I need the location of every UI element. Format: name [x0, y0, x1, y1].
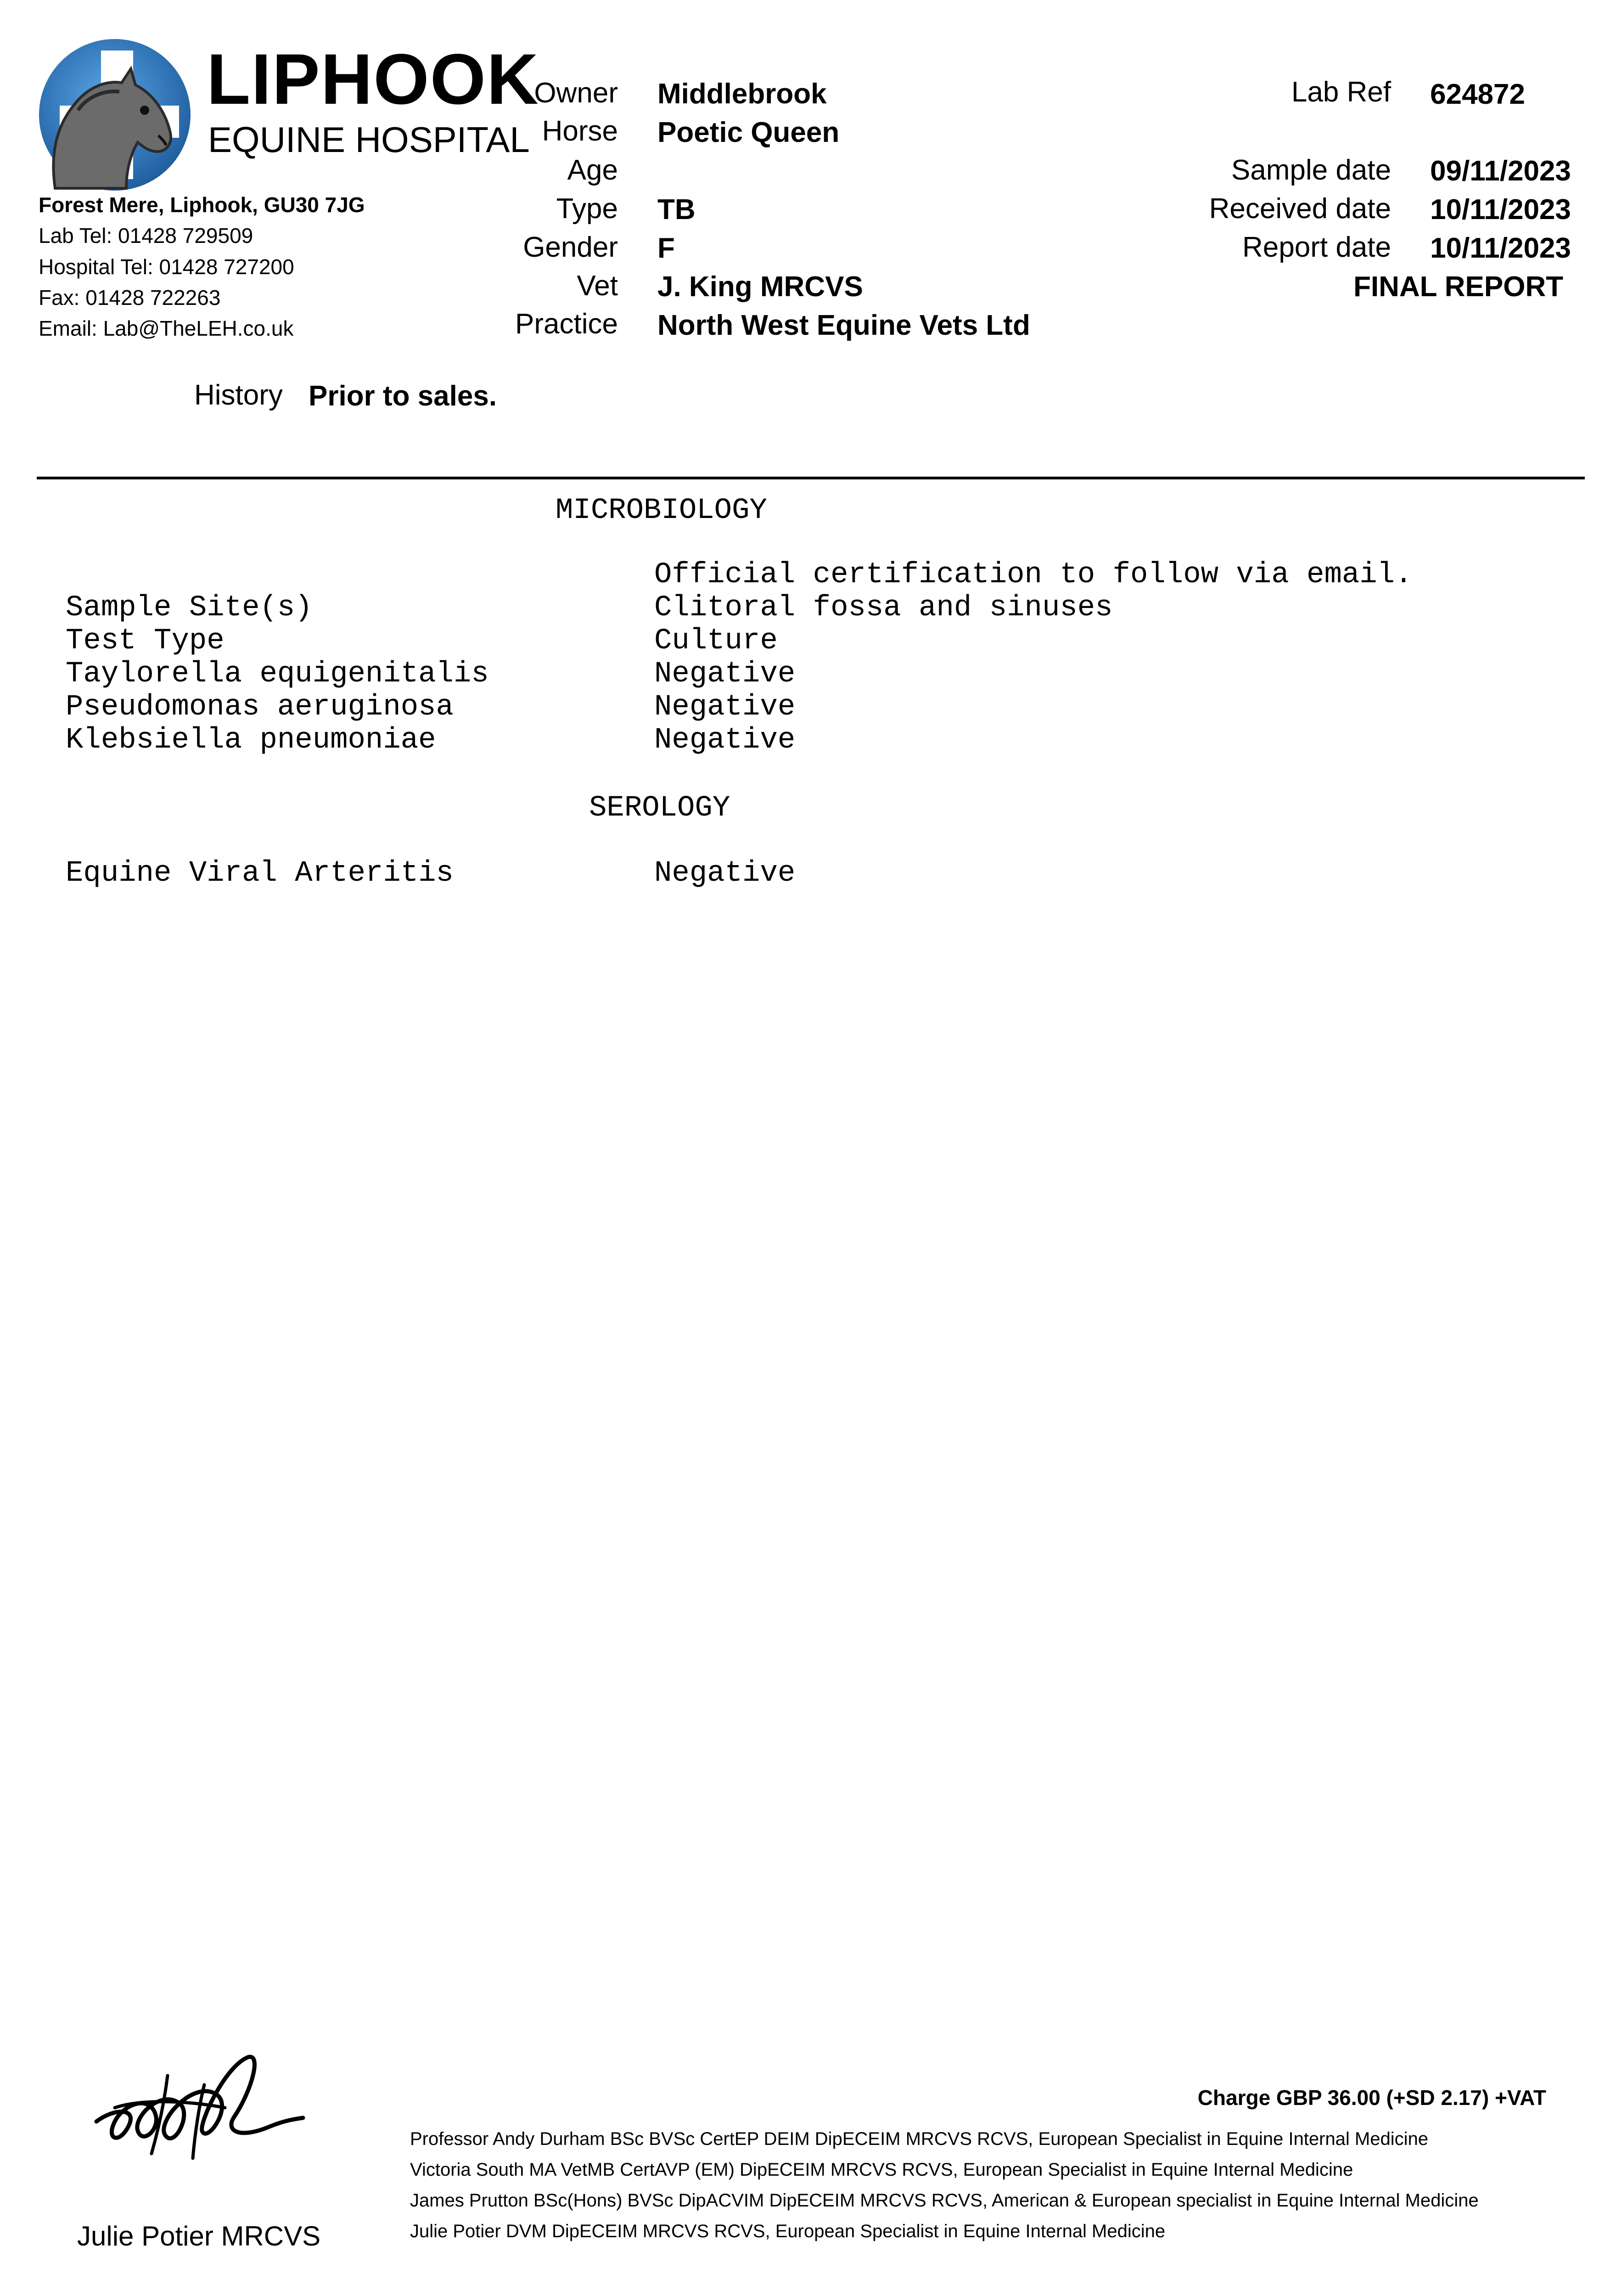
received-date-value: 10/11/2023 — [1430, 194, 1571, 225]
hospital-address: Forest Mere, Liphook, GU30 7JG — [39, 193, 365, 217]
sample-date-label: Sample date — [1231, 154, 1391, 186]
signature-icon — [87, 2039, 308, 2177]
result-value: Negative — [654, 857, 796, 890]
staff-credential: James Prutton BSc(Hons) BVSc DipACVIM DipECEIM MRCVS RCVS, American & European specialist in Equine Internal Medicine — [410, 2190, 1479, 2211]
staff-credential: Julie Potier DVM DipECEIM MRCVS RCVS, European Specialist in Equine Internal Medicine — [410, 2221, 1166, 2241]
result-label: Klebsiella pneumoniae — [66, 724, 436, 757]
type-value: TB — [657, 194, 696, 225]
result-label: Test Type — [66, 625, 224, 658]
staff-credential: Professor Andy Durham BSc BVSc CertEP DEIM DipECEIM MRCVS RCVS, European Specialist in Equine Internal Medicine — [410, 2129, 1428, 2149]
result-label: Sample Site(s) — [66, 591, 313, 625]
result-value: Negative — [654, 691, 796, 724]
microbiology-heading: MICROBIOLOGY — [556, 494, 767, 527]
horse-value: Poetic Queen — [657, 117, 840, 148]
owner-value: Middlebrook — [657, 78, 827, 110]
charge-text: Charge GBP 36.00 (+SD 2.17) +VAT — [1197, 2086, 1546, 2110]
email-address: Email: Lab@TheLEH.co.uk — [39, 316, 294, 340]
vet-label: Vet — [577, 270, 618, 302]
signer-name: Julie Potier MRCVS — [77, 2221, 321, 2251]
hospital-name: LIPHOOK — [207, 39, 539, 119]
result-label: Pseudomonas aeruginosa — [66, 691, 454, 724]
serology-heading: SEROLOGY — [589, 792, 730, 825]
horse-label: Horse — [542, 115, 618, 147]
section-divider — [37, 477, 1585, 479]
lab-ref-label: Lab Ref — [1291, 76, 1391, 108]
hospital-logo-icon — [37, 37, 193, 193]
staff-credential: Victoria South MA VetMB CertAVP (EM) DipECEIM MRCVS RCVS, European Specialist in Equine Internal Medicine — [410, 2160, 1353, 2180]
result-value: Clitoral fossa and sinuses — [654, 591, 1113, 625]
fax-number: Fax: 01428 722263 — [39, 286, 221, 310]
gender-value: F — [657, 232, 675, 264]
lab-ref-value: 624872 — [1430, 79, 1525, 110]
age-label: Age — [567, 154, 618, 186]
type-label: Type — [556, 193, 618, 225]
practice-value: North West Equine Vets Ltd — [657, 310, 1030, 341]
gender-label: Gender — [523, 231, 618, 263]
history-value: Prior to sales. — [309, 380, 497, 412]
report-date-label: Report date — [1242, 231, 1391, 263]
result-value: Negative — [654, 724, 796, 757]
sample-date-value: 09/11/2023 — [1430, 155, 1571, 187]
report-status: FINAL REPORT — [1353, 271, 1563, 303]
report-date-value: 10/11/2023 — [1430, 232, 1571, 264]
hospital-subtitle: EQUINE HOSPITAL — [208, 119, 530, 160]
history-label: History — [194, 379, 283, 411]
result-value: Negative — [654, 658, 796, 691]
hospital-telephone: Hospital Tel: 01428 727200 — [39, 255, 294, 279]
lab-telephone: Lab Tel: 01428 729509 — [39, 224, 253, 248]
owner-label: Owner — [534, 77, 618, 109]
practice-label: Practice — [515, 308, 618, 340]
received-date-label: Received date — [1209, 193, 1391, 225]
certification-note: Official certification to follow via email. — [654, 558, 1413, 591]
result-label: Taylorella equigenitalis — [66, 658, 489, 691]
result-label: Equine Viral Arteritis — [66, 857, 454, 890]
vet-value: J. King MRCVS — [657, 271, 863, 303]
result-value: Culture — [654, 625, 778, 658]
